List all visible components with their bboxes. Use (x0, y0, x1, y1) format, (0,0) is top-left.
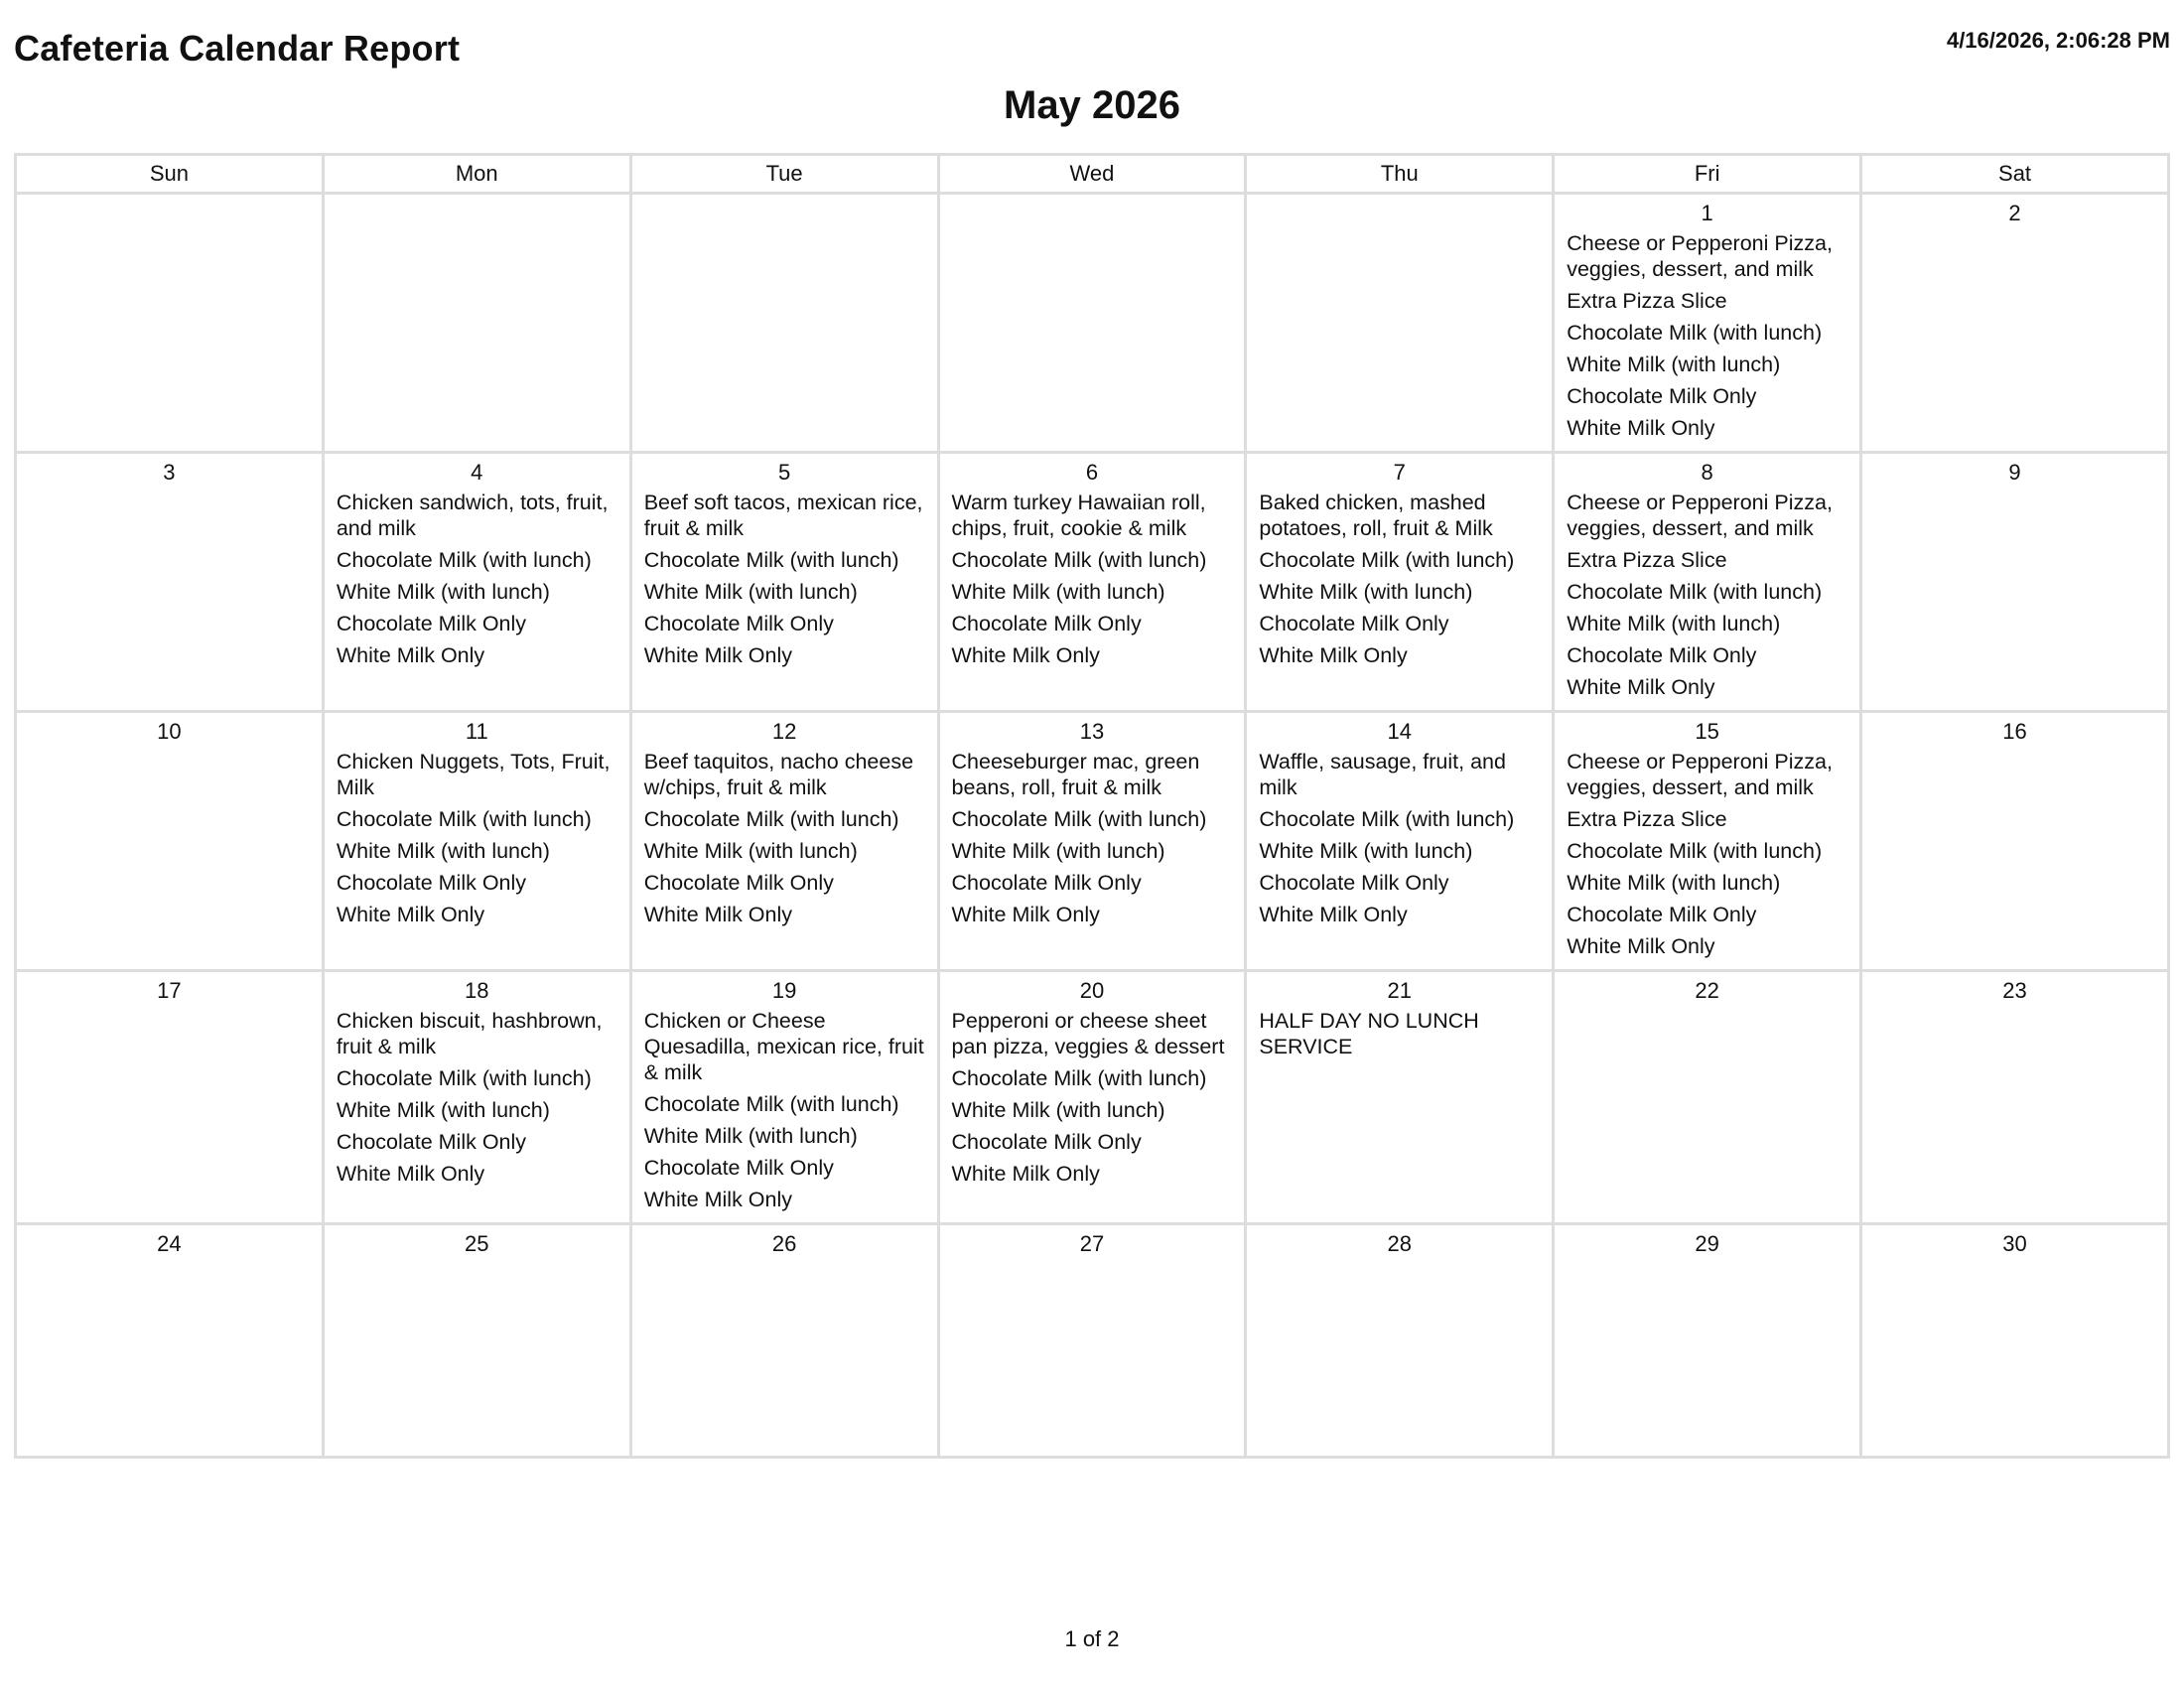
menu-item: Chocolate Milk Only (336, 612, 527, 635)
menu-item: White Milk (with lunch) (336, 580, 550, 604)
menu-item: Chicken biscuit, hashbrown, fruit & milk (336, 1009, 603, 1058)
menu-item: Extra Pizza Slice (1567, 548, 1727, 572)
menu-item: White Milk (with lunch) (1567, 612, 1781, 635)
page-number: 1 of 2 (1064, 1626, 1120, 1651)
menu-item: Chocolate Milk Only (336, 1130, 527, 1154)
day-cell (938, 453, 1246, 712)
menu-item: Chocolate Milk (with lunch) (643, 807, 899, 831)
report-title: Cafeteria Calendar Report (14, 28, 461, 69)
menu-item: White Milk (with lunch) (951, 580, 1165, 604)
day-number: 20 (1079, 978, 1105, 1003)
day-cell (16, 1224, 324, 1458)
menu-item: White Milk (with lunch) (336, 1098, 550, 1122)
menu-item: White Milk Only (1567, 934, 1715, 958)
day-cell (630, 971, 938, 1224)
menu-item: White Milk Only (643, 903, 793, 926)
day-number: 22 (1695, 978, 1719, 1003)
menu-item: Chocolate Milk (with lunch) (1259, 548, 1515, 572)
menu-item: Chocolate Milk Only (951, 612, 1142, 635)
day-number: 13 (1079, 719, 1105, 744)
day-number: 18 (465, 978, 489, 1003)
weekday-header: Mon (323, 155, 630, 194)
day-cell (1246, 712, 1554, 971)
day-number: 11 (465, 719, 488, 744)
day-cell (16, 712, 324, 971)
menu-item: White Milk Only (1567, 675, 1715, 699)
menu-item: Chocolate Milk (with lunch) (336, 548, 592, 572)
day-number: 9 (2008, 460, 2021, 485)
menu-list (325, 749, 629, 927)
menu-item: Beef taquitos, nacho cheese w/chips, fruit & milk (643, 750, 914, 799)
menu-item: Pepperoni or cheese sheet pan pizza, veggies & dessert (951, 1009, 1225, 1058)
menu-list (1247, 1008, 1552, 1059)
day-number: 4 (471, 460, 483, 485)
menu-item: Chocolate Milk (with lunch) (1567, 839, 1823, 863)
day-cell (630, 453, 938, 712)
menu-list (940, 749, 1245, 927)
day-number: 23 (2002, 978, 2027, 1003)
menu-item: White Milk Only (643, 643, 793, 667)
day-cell (323, 971, 630, 1224)
menu-item: Chocolate Milk Only (643, 612, 834, 635)
menu-list (1555, 490, 1859, 700)
day-cell (1554, 1224, 1861, 1458)
menu-item: White Milk (with lunch) (1259, 839, 1473, 863)
menu-list (632, 749, 937, 927)
menu-item: Chocolate Milk (with lunch) (1259, 807, 1515, 831)
menu-item: Cheese or Pepperoni Pizza, veggies, dessert, and milk (1567, 491, 1833, 540)
menu-item: Chocolate Milk Only (1567, 384, 1757, 408)
menu-item: White Milk (with lunch) (643, 1124, 858, 1148)
menu-item: Chocolate Milk (with lunch) (643, 548, 899, 572)
menu-item: Waffle, sausage, fruit, and milk (1259, 750, 1506, 799)
day-cell (323, 1224, 630, 1458)
day-number: 1 (1701, 201, 1713, 225)
day-cell (16, 453, 324, 712)
weekday-header-row (16, 155, 2169, 194)
day-number: 19 (771, 978, 797, 1003)
day-number: 8 (1701, 460, 1713, 485)
day-cell (1861, 194, 2169, 453)
day-number: 17 (157, 978, 182, 1003)
day-cell (938, 194, 1246, 453)
calendar-week-row (16, 712, 2169, 971)
menu-item: White Milk (with lunch) (336, 839, 550, 863)
menu-item: Chocolate Milk (with lunch) (643, 1092, 899, 1116)
calendar-week-row (16, 1224, 2169, 1458)
menu-list (1555, 749, 1859, 959)
menu-list (1247, 490, 1552, 668)
menu-item: White Milk (with lunch) (643, 839, 858, 863)
weekday-header: Fri (1554, 155, 1861, 194)
day-number: 26 (771, 1231, 797, 1256)
menu-item: Chocolate Milk (with lunch) (951, 1066, 1207, 1090)
menu-item: Chocolate Milk Only (1567, 643, 1757, 667)
day-cell (630, 1224, 938, 1458)
menu-item: Baked chicken, mashed potatoes, roll, fruit & Milk (1259, 491, 1493, 540)
day-cell (323, 453, 630, 712)
day-number: 15 (1695, 719, 1719, 744)
day-cell (1861, 453, 2169, 712)
day-cell (938, 712, 1246, 971)
menu-item: Chocolate Milk Only (336, 871, 527, 895)
menu-item: White Milk Only (951, 1162, 1100, 1186)
month-title: May 2026 (1004, 83, 1180, 127)
menu-item: Cheeseburger mac, green beans, roll, fruit & milk (951, 750, 1200, 799)
menu-item: HALF DAY NO LUNCH SERVICE (1259, 1009, 1479, 1058)
day-number: 14 (1387, 719, 1413, 744)
day-number: 21 (1387, 978, 1413, 1003)
day-number: 28 (1387, 1231, 1413, 1256)
day-cell (1554, 712, 1861, 971)
menu-item: White Milk (with lunch) (1567, 352, 1781, 376)
menu-item: White Milk (with lunch) (643, 580, 858, 604)
menu-item: White Milk Only (951, 643, 1100, 667)
menu-item: Beef soft tacos, mexican rice, fruit & milk (643, 491, 923, 540)
day-cell (630, 194, 938, 453)
menu-item: Chicken Nuggets, Tots, Fruit, Milk (336, 750, 611, 799)
day-cell (1554, 971, 1861, 1224)
weekday-header: Sat (1861, 155, 2169, 194)
day-cell (1554, 194, 1861, 453)
day-number: 30 (2002, 1231, 2027, 1256)
menu-item: Chocolate Milk Only (951, 1130, 1142, 1154)
day-number: 24 (157, 1231, 182, 1256)
day-number: 6 (1085, 460, 1099, 485)
menu-item: Chocolate Milk Only (951, 871, 1142, 895)
menu-item: White Milk Only (951, 903, 1100, 926)
menu-item: White Milk Only (643, 1188, 793, 1211)
day-number: 10 (157, 719, 182, 744)
menu-item: Chocolate Milk (with lunch) (336, 1066, 592, 1090)
menu-item: White Milk Only (336, 1162, 485, 1186)
day-number: 29 (1695, 1231, 1719, 1256)
menu-item: White Milk Only (1259, 643, 1408, 667)
day-cell (1246, 971, 1554, 1224)
day-cell (938, 971, 1246, 1224)
menu-list (1247, 749, 1552, 927)
menu-item: Chocolate Milk Only (1567, 903, 1757, 926)
day-cell (1861, 1224, 2169, 1458)
menu-item: Cheese or Pepperoni Pizza, veggies, dessert, and milk (1567, 231, 1833, 281)
weekday-header: Sun (16, 155, 324, 194)
menu-item: White Milk (with lunch) (1567, 871, 1781, 895)
weekday-header: Tue (630, 155, 938, 194)
day-cell (630, 712, 938, 971)
menu-item: White Milk (with lunch) (951, 839, 1165, 863)
menu-item: Chocolate Milk (with lunch) (1567, 580, 1823, 604)
day-number: 3 (163, 460, 176, 485)
calendar-week-row (16, 453, 2169, 712)
day-cell (16, 971, 324, 1224)
menu-item: Chocolate Milk Only (1259, 871, 1449, 895)
day-number: 16 (2002, 719, 2027, 744)
menu-item: Extra Pizza Slice (1567, 289, 1727, 313)
day-number: 7 (1393, 460, 1406, 485)
day-number: 5 (777, 460, 791, 485)
menu-item: Chocolate Milk (with lunch) (336, 807, 592, 831)
menu-list (325, 490, 629, 668)
menu-list (1555, 230, 1859, 441)
day-number: 2 (2008, 201, 2021, 225)
menu-item: White Milk Only (336, 903, 485, 926)
menu-item: Warm turkey Hawaiian roll, chips, fruit, cookie & milk (951, 491, 1206, 540)
menu-item: Chocolate Milk (with lunch) (1567, 321, 1823, 345)
menu-item: White Milk Only (336, 643, 485, 667)
day-cell (1246, 1224, 1554, 1458)
menu-item: Chicken sandwich, tots, fruit, and milk (336, 491, 609, 540)
day-cell (323, 194, 630, 453)
menu-item: Chicken or Cheese Quesadilla, mexican rice, fruit & milk (643, 1009, 924, 1084)
calendar-week-row (16, 971, 2169, 1224)
day-number: 12 (771, 719, 797, 744)
menu-item: White Milk (with lunch) (951, 1098, 1165, 1122)
day-cell (1246, 453, 1554, 712)
day-cell (1554, 453, 1861, 712)
menu-item: Chocolate Milk Only (643, 1156, 834, 1180)
menu-list (940, 490, 1245, 668)
menu-item: White Milk Only (1567, 416, 1715, 440)
menu-item: Extra Pizza Slice (1567, 807, 1727, 831)
menu-list (632, 1008, 937, 1212)
day-cell (1861, 971, 2169, 1224)
menu-item: Cheese or Pepperoni Pizza, veggies, dessert, and milk (1567, 750, 1833, 799)
day-cell (1861, 712, 2169, 971)
day-cell (16, 194, 324, 453)
menu-item: Chocolate Milk Only (1259, 612, 1449, 635)
weekday-header: Wed (938, 155, 1246, 194)
calendar-grid (14, 153, 2170, 1459)
menu-list (632, 490, 937, 668)
menu-list (325, 1008, 629, 1187)
day-cell (1246, 194, 1554, 453)
day-cell (323, 712, 630, 971)
menu-item: Chocolate Milk (with lunch) (951, 807, 1207, 831)
calendar-week-row (16, 194, 2169, 453)
day-number: 27 (1079, 1231, 1105, 1256)
report-timestamp: 4/16/2026, 2:06:28 PM (1946, 28, 2170, 53)
menu-item: Chocolate Milk Only (643, 871, 834, 895)
menu-list (940, 1008, 1245, 1187)
day-number: 25 (465, 1231, 489, 1256)
menu-item: Chocolate Milk (with lunch) (951, 548, 1207, 572)
weekday-header: Thu (1246, 155, 1554, 194)
menu-item: White Milk Only (1259, 903, 1408, 926)
menu-item: White Milk (with lunch) (1259, 580, 1473, 604)
day-cell (938, 1224, 1246, 1458)
